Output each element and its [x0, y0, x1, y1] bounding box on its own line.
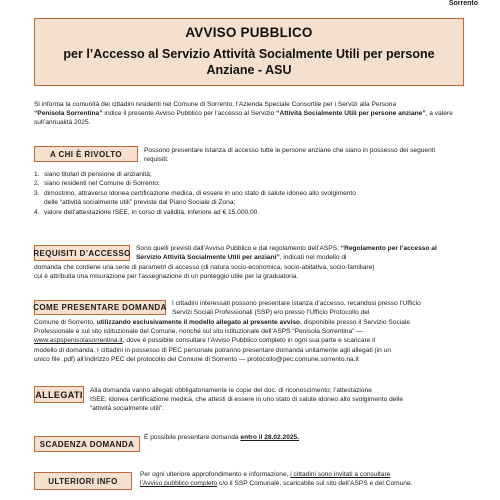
- ulteriori-line-2a: l’Avviso pubblico completo: [140, 480, 218, 488]
- requisiti-line-2a: Servizio Attività Socialmente Utili per anziani”: [136, 254, 280, 262]
- come-line-5b: , dove è possibile consultare l’Avviso Pubblico completo in ogni sua parte e scaricare il: [122, 337, 376, 345]
- ulteriori-line-1b: i cittadini sono invitati a consultare: [290, 471, 391, 478]
- list-item: [34, 208, 474, 217]
- list-number: 1.: [34, 171, 40, 178]
- intro-paragraph: [34, 100, 474, 128]
- section-label-ulteriori: ULTERIORI INFO: [34, 472, 132, 490]
- allegati-line-3: “attività socialmente utili”.: [90, 405, 165, 413]
- list-item: [34, 179, 474, 188]
- asps-website-link[interactable]: www.aspspenisolasorrentina.it: [34, 337, 123, 345]
- ulteriori-line-2b: c/o il SSP Comunale, scaricabile sul sito dell’ASPS e del Comune.: [217, 480, 413, 488]
- come-text-bottom: [34, 318, 479, 364]
- list-text: dimostrino, attraverso idonea certificazione medica, di essere in uno stato di salute idoneo allo svolgimento: [44, 189, 356, 197]
- intro-text-3: , a valere sull’annualità 2025.: [34, 110, 453, 127]
- list-number: 3.: [34, 189, 40, 197]
- come-line-3c: , disponibile presso il Servizio Sociale: [300, 319, 411, 326]
- come-line-1: I cittadini interessati possono presentare istanza d’accesso, recandosi presso l’Ufficio: [172, 300, 421, 307]
- list-number: 4.: [34, 208, 40, 216]
- corner-brand-text: Sorrento: [448, 0, 478, 7]
- scadenza-text-a: È possibile presentare domanda: [144, 434, 241, 441]
- intro-bold-1: “Penisola Sorrentina”: [34, 110, 103, 118]
- requisiti-text-top: [136, 244, 476, 262]
- come-line-3b: utilizzando esclusivamente il modello allegato al presente avviso: [96, 319, 301, 326]
- come-line-6: modello di domanda. I cittadini in possesso di PEC personale potranno presentare domanda unitamente agli allegati (in un: [34, 346, 392, 354]
- chi-description: [144, 146, 474, 164]
- requisiti-text-bottom: [34, 263, 479, 281]
- requisiti-line-2b: , indicati nel modello di: [279, 254, 347, 262]
- subtitle-line-2: Anziane - ASU: [206, 63, 292, 77]
- list-item: [34, 170, 474, 179]
- requisiti-line-3: domanda che contiene una serie di parametri di accesso (di natura socio-economica, socio-abitativa, socio-familiare): [34, 264, 375, 271]
- requisiti-line-1b: “Regolamento per l’accesso al: [340, 245, 437, 252]
- list-text: siano residenti nel Comune di Sorrento;: [44, 180, 160, 188]
- list-text: siano titolari di pensione di anzianità;: [44, 171, 152, 178]
- allegati-text: [90, 386, 480, 414]
- scadenza-deadline: entro il 28.02.2025.: [240, 434, 300, 441]
- intro-text-2: indice il presente Avviso Pubblico per l’accesso al Servizio: [102, 110, 277, 118]
- ulteriori-line-1a: Per ogni ulteriore approfondimento e informazione,: [140, 471, 291, 478]
- section-label-allegati: ALLEGATI: [34, 386, 84, 403]
- list-item: [34, 189, 474, 198]
- title-banner: [34, 18, 464, 86]
- list-item: [34, 198, 474, 207]
- section-label-come: COME PRESENTARE DOMANDA: [34, 300, 166, 315]
- list-number: [34, 198, 44, 207]
- come-line-4: Professionale e sul sito istituzionale del Comune, nonché sul sito istituzionale dell’ASPS “Penisola Sorrentina” —: [34, 328, 363, 336]
- subtitle-line-1: per l’Accesso al Servizio Attività Socialmente Utili per persone: [63, 47, 435, 61]
- chi-line-1: Possono presentare istanza di accesso tutte le persone anziane che siano in possesso dei seguenti: [144, 147, 436, 154]
- scadenza-text: [144, 433, 474, 442]
- page-subtitle: [35, 46, 463, 78]
- come-line-3a: Comune di Sorrento,: [34, 319, 97, 326]
- requisiti-line-1a: Sono quelli previsti dall’Avviso Pubblico e dal regolamento dell’ASPS,: [136, 245, 341, 252]
- section-label-scadenza: SCADENZA DOMANDA: [34, 436, 140, 452]
- come-line-2: Servizi Sociali Professionali (SSP) e/o presso l’Ufficio Protocollo del: [172, 309, 370, 317]
- page-title: AVVISO PUBBLICO: [185, 25, 313, 40]
- come-line-7: unico file .pdf) all’indirizzo PEC del protocollo del Comune di Sorrento — protocollo@pec.comune.sorrento.na.it: [34, 355, 359, 363]
- intro-text-1: Si informa la comunità dei cittadini residenti nel Comune di Sorrento, l’Azienda Speciale Consortile per i Servizi alla Persona: [34, 101, 397, 108]
- list-text: valore dell’attestazione ISEE, in corso di validità, inferiore ad € 15.000,00.: [44, 208, 260, 216]
- requisiti-line-4: cui è attribuita una misurazione per l’assegnazione di un punteggio utile per la graduatoria.: [34, 273, 299, 281]
- allegati-line-1: Alla domanda vanno allegati obbligatoriamente le copie del doc. di riconoscimento; l’attestazione: [90, 387, 372, 394]
- chi-line-2: requisiti:: [144, 156, 169, 164]
- come-text-top: [172, 299, 477, 317]
- list-text: delle “attività socialmente utili” previste dal Piano Sociale di Zona;: [44, 199, 236, 207]
- section-label-chi: A CHI È RIVOLTO: [34, 146, 138, 162]
- section-label-requisiti: REQUISITI D’ACCESSO: [34, 245, 130, 261]
- requirements-list: [34, 170, 474, 217]
- allegati-line-2: ISEE; idonea certificazione medica, che attesti di essere in uno stato di salute idoneo allo svolgimento delle: [90, 396, 404, 404]
- ulteriori-text: [140, 470, 480, 488]
- intro-bold-2: “Attività Socialmente Utili per persone anziane”: [276, 110, 426, 118]
- list-number: 2.: [34, 180, 40, 188]
